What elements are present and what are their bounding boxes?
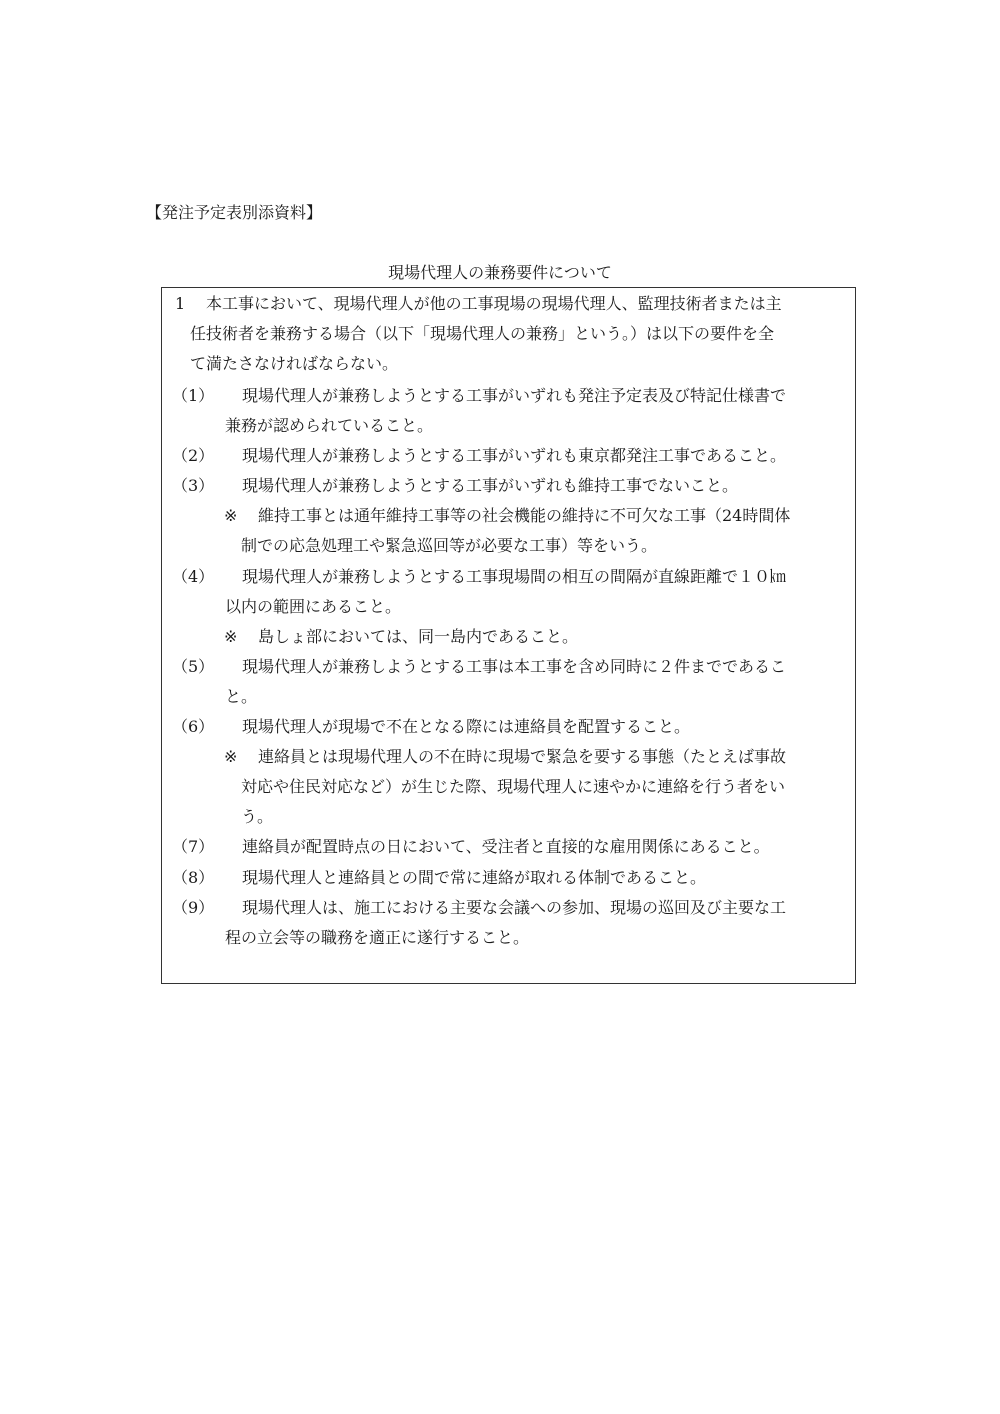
intro-number: 1 <box>175 294 186 313</box>
item-number: （7） <box>172 837 215 856</box>
note-text: 連絡員とは現場代理人の不在時に現場で緊急を要する事態（たとえば事故 <box>258 747 787 766</box>
item-text: 現場代理人が兼務しようとする工事がいずれも発注予定表及び特記仕様書で <box>242 386 787 405</box>
item-number: （5） <box>172 657 215 676</box>
intro-line: 任技術者を兼務する場合（以下「現場代理人の兼務」という。）は以下の要件を全 <box>190 324 775 343</box>
note-text: う。 <box>241 807 274 826</box>
item-number: （6） <box>172 717 215 736</box>
item-number: （3） <box>172 476 215 495</box>
item-text: 現場代理人が兼務しようとする工事は本工事を含め同時に２件までであるこ <box>242 657 787 676</box>
attachment-label: 【発注予定表別添資料】 <box>146 203 323 222</box>
intro-line: 本工事において、現場代理人が他の工事現場の現場代理人、監理技術者または主 <box>206 294 782 313</box>
item-text: 現場代理人は、施工における主要な会議への参加、現場の巡回及び主要な工 <box>242 898 787 917</box>
item-number: （1） <box>172 386 215 405</box>
item-text: 現場代理人が兼務しようとする工事がいずれも維持工事でないこと。 <box>242 476 739 495</box>
item-text: 現場代理人が現場で不在となる際には連絡員を配置すること。 <box>242 717 691 736</box>
item-text: 連絡員が配置時点の日において、受注者と直接的な雇用関係にあること。 <box>242 837 770 856</box>
item-number: （4） <box>172 567 215 586</box>
intro-line: て満たさなければならない。 <box>190 354 399 373</box>
item-text: 程の立会等の職務を適正に遂行すること。 <box>225 928 530 947</box>
item-text: 兼務が認められていること。 <box>225 416 434 435</box>
item-text: と。 <box>225 687 258 706</box>
note-text: 対応や住民対応など）が生じた際、現場代理人に速やかに連絡を行う者をい <box>241 777 786 796</box>
item-text: 以内の範囲にあること。 <box>225 597 402 616</box>
document-title: 現場代理人の兼務要件について <box>388 263 612 282</box>
item-number: （2） <box>172 446 215 465</box>
item-number: （9） <box>172 898 215 917</box>
item-text: 現場代理人が兼務しようとする工事現場間の相互の間隔が直線距離で１０㎞ <box>242 567 787 586</box>
note-text: 維持工事とは通年維持工事等の社会機能の維持に不可欠な工事（24時間体 <box>258 506 791 525</box>
item-text: 現場代理人と連絡員との間で常に連絡が取れる体制であること。 <box>242 868 707 887</box>
note-text: 制での応急処理工や緊急巡回等が必要な工事）等をいう。 <box>241 536 658 555</box>
note-mark: ※ <box>224 506 238 525</box>
note-mark: ※ <box>224 627 238 646</box>
note-text: 島しょ部においては、同一島内であること。 <box>258 627 579 646</box>
requirements-box <box>161 287 856 984</box>
item-text: 現場代理人が兼務しようとする工事がいずれも東京都発注工事であること。 <box>242 446 787 465</box>
item-number: （8） <box>172 868 215 887</box>
note-mark: ※ <box>224 747 238 766</box>
